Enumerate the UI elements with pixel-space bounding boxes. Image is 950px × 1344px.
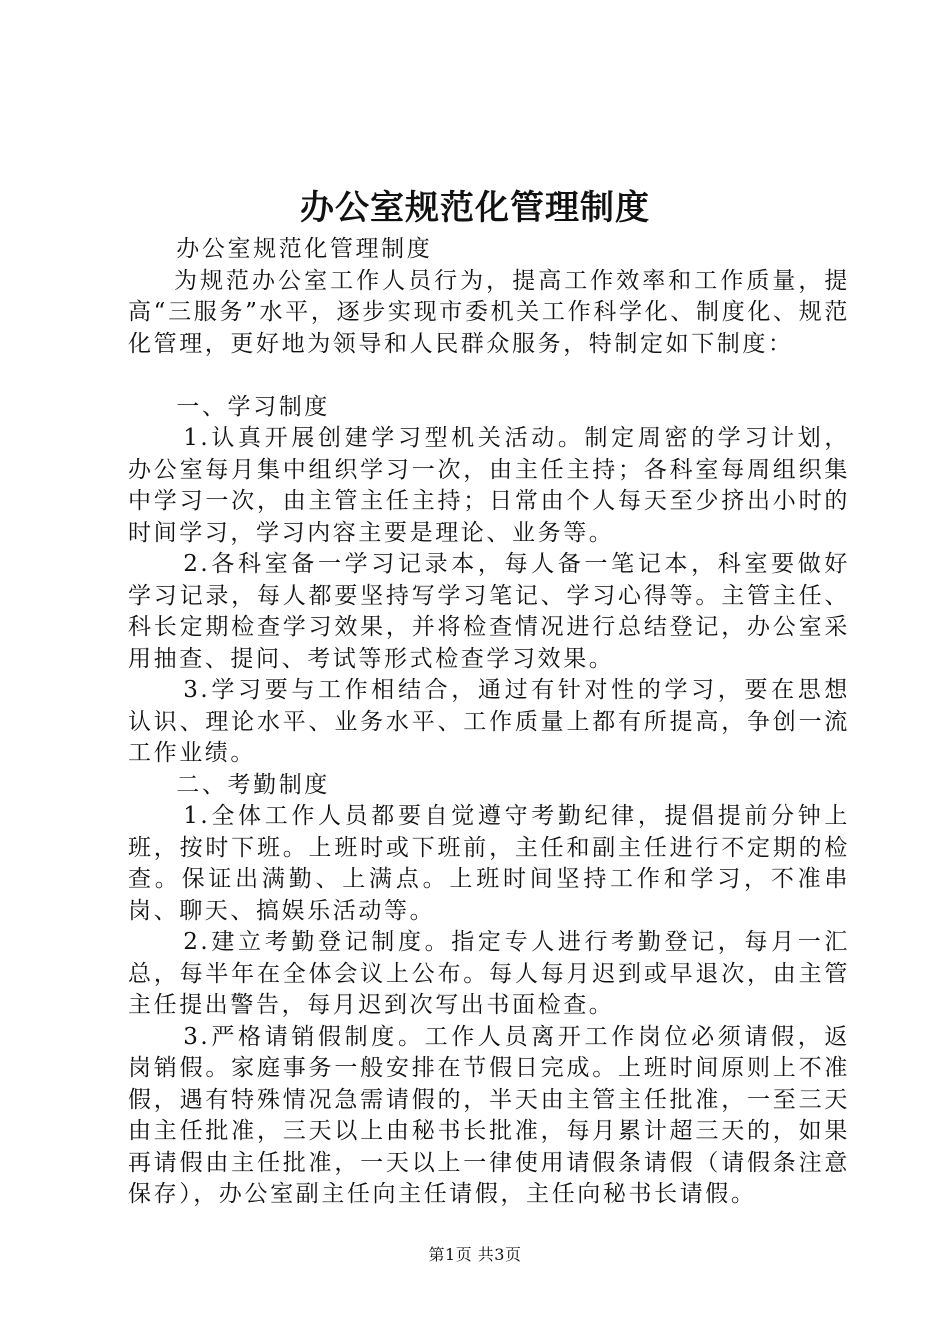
- page-footer: 第1页 共3页: [428, 1245, 522, 1264]
- document-subtitle: 办公室规范化管理制度: [176, 236, 433, 262]
- section-heading-attendance: 二、考勤制度: [176, 771, 330, 798]
- attendance-item-2: 2.建立考勤登记制度。指定专人进行考勤登记，每月一汇总，每半年在全体会议上公布。每人每月迟到或早退次，由主管主任提出警告，每月迟到次写出书面检查。: [128, 929, 850, 1018]
- document-title: 办公室规范化管理制度: [300, 188, 650, 228]
- attendance-item-1: 1.全体工作人员都要自觉遵守考勤纪律，提倡提前分钟上班，按时下班。上班时或下班前，主任和副主任进行不定期的检查。保证出满勤、上满点。上班时间坚持工作和学习，不准串岗、聊天、搞娱乐活动等。: [128, 803, 850, 924]
- intro-paragraph: 为规范办公室工作人员行为，提高工作效率和工作质量，提高“三服务”水平，逐步实现市委机关工作科学化、制度化、规范化管理，更好地为领导和人民群众服务，特制定如下制度：: [128, 267, 850, 357]
- study-item-2: 2.各科室备一学习记录本，每人备一笔记本，科室要做好学习记录，每人都要坚持写学习笔记、学习心得等。主管主任、科长定期检查学习效果，并将检查情况进行总结登记，办公室采用抽查、提问、考试等形式检查学习效果。: [128, 551, 850, 672]
- study-item-1: 1.认真开展创建学习型机关活动。制定周密的学习计划，办公室每月集中组织学习一次，由主任主持；各科室每周组织集中学习一次，由主管主任主持；日常由个人每天至少挤出小时的时间学习，学习内容主要是理论、业务等。: [128, 425, 850, 546]
- paragraph-gap: [128, 360, 850, 392]
- section-heading-study: 一、学习制度: [176, 393, 330, 420]
- attendance-item-3: 3.严格请销假制度。工作人员离开工作岗位必须请假，返岗销假。家庭事务一般安排在节假日完成。上班时间原则上不准假，遇有特殊情况急需请假的，半天由主管主任批准，一至三天由主任批准，三天以上由秘书长批准，每月累计超三天的，如果再请假由主任批准，一天以上一律使用请假条请假（请假条注意保存），办公室副主任向主任请假，主任向秘书长请假。: [128, 1023, 850, 1207]
- study-item-3: 3.学习要与工作相结合，通过有针对性的学习，要在思想认识、理论水平、业务水平、工作质量上都有所提高，争创一流工作业绩。: [128, 677, 850, 766]
- document-body: [128, 234, 850, 1211]
